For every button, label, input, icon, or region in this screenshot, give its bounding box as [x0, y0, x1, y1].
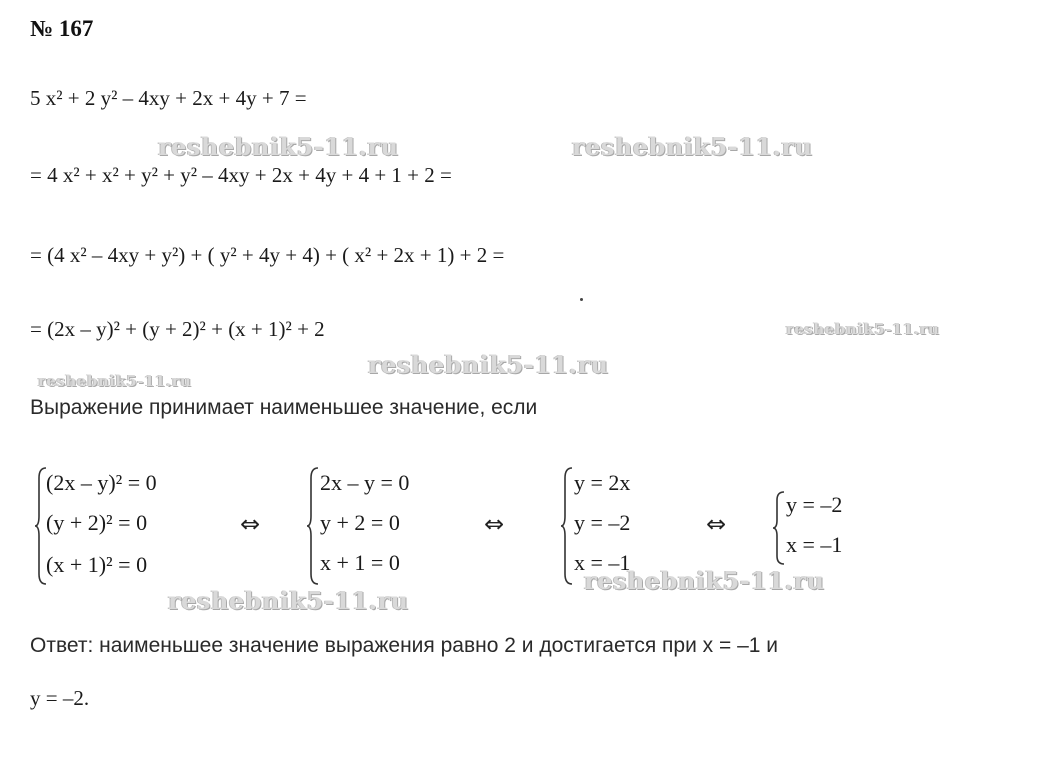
system-2-row-2: y + 2 = 0	[320, 510, 400, 535]
watermark: reshebnik5-11.ru	[168, 586, 409, 615]
watermark: reshebnik5-11.ru	[38, 372, 192, 390]
system-brace-icon	[772, 490, 786, 566]
statement-text: Выражение принимает наименьшее значение, если	[30, 396, 538, 419]
system-4-row-2: x = –1	[786, 532, 843, 557]
system-2-row-3: x + 1 = 0	[320, 550, 400, 575]
equivalence-icon-1: ⇔	[240, 510, 261, 538]
answer-line-1: Ответ: наименьшее значение выражения равно 2 и достигается при x = –1 и	[30, 634, 779, 657]
step-4: = (2x – y)² + (y + 2)² + (x + 1)² + 2	[30, 317, 325, 341]
stray-dot	[580, 298, 583, 301]
problem-number: № 167	[30, 16, 94, 41]
system-4	[772, 490, 892, 566]
equivalence-icon-3: ⇔	[706, 510, 727, 538]
system-1	[34, 466, 204, 586]
watermark: reshebnik5-11.ru	[368, 350, 609, 379]
system-brace-icon	[306, 466, 320, 586]
system-3-row-2: y = –2	[574, 510, 631, 535]
system-1-row-2: (y + 2)² = 0	[46, 510, 148, 535]
system-3-row-1: y = 2x	[574, 470, 631, 495]
system-1-row-1: (2x – y)² = 0	[46, 470, 157, 495]
watermark: reshebnik5-11.ru	[158, 132, 399, 161]
system-2-row-1: 2x – y = 0	[320, 470, 410, 495]
system-4-row-1: y = –2	[786, 492, 843, 517]
system-brace-icon	[560, 466, 574, 586]
step-2: = 4 x² + x² + y² + y² – 4xy + 2x + 4y + 4 + 1 + 2 =	[30, 163, 452, 187]
step-3: = (4 x² – 4xy + y²) + ( y² + 4y + 4) + ( x² + 2x + 1) + 2 =	[30, 243, 505, 267]
equivalence-icon-2: ⇔	[484, 510, 505, 538]
answer-line-2: y = –2.	[30, 686, 90, 710]
watermark: reshebnik5-11.ru	[584, 566, 825, 595]
watermark: reshebnik5-11.ru	[572, 132, 813, 161]
system-1-row-3: (x + 1)² = 0	[46, 552, 148, 577]
system-2	[306, 466, 456, 586]
watermark: reshebnik5-11.ru	[786, 320, 940, 338]
step-1: 5 x² + 2 y² – 4xy + 2x + 4y + 7 =	[30, 86, 307, 110]
system-3-row-3: x = –1	[574, 550, 631, 575]
